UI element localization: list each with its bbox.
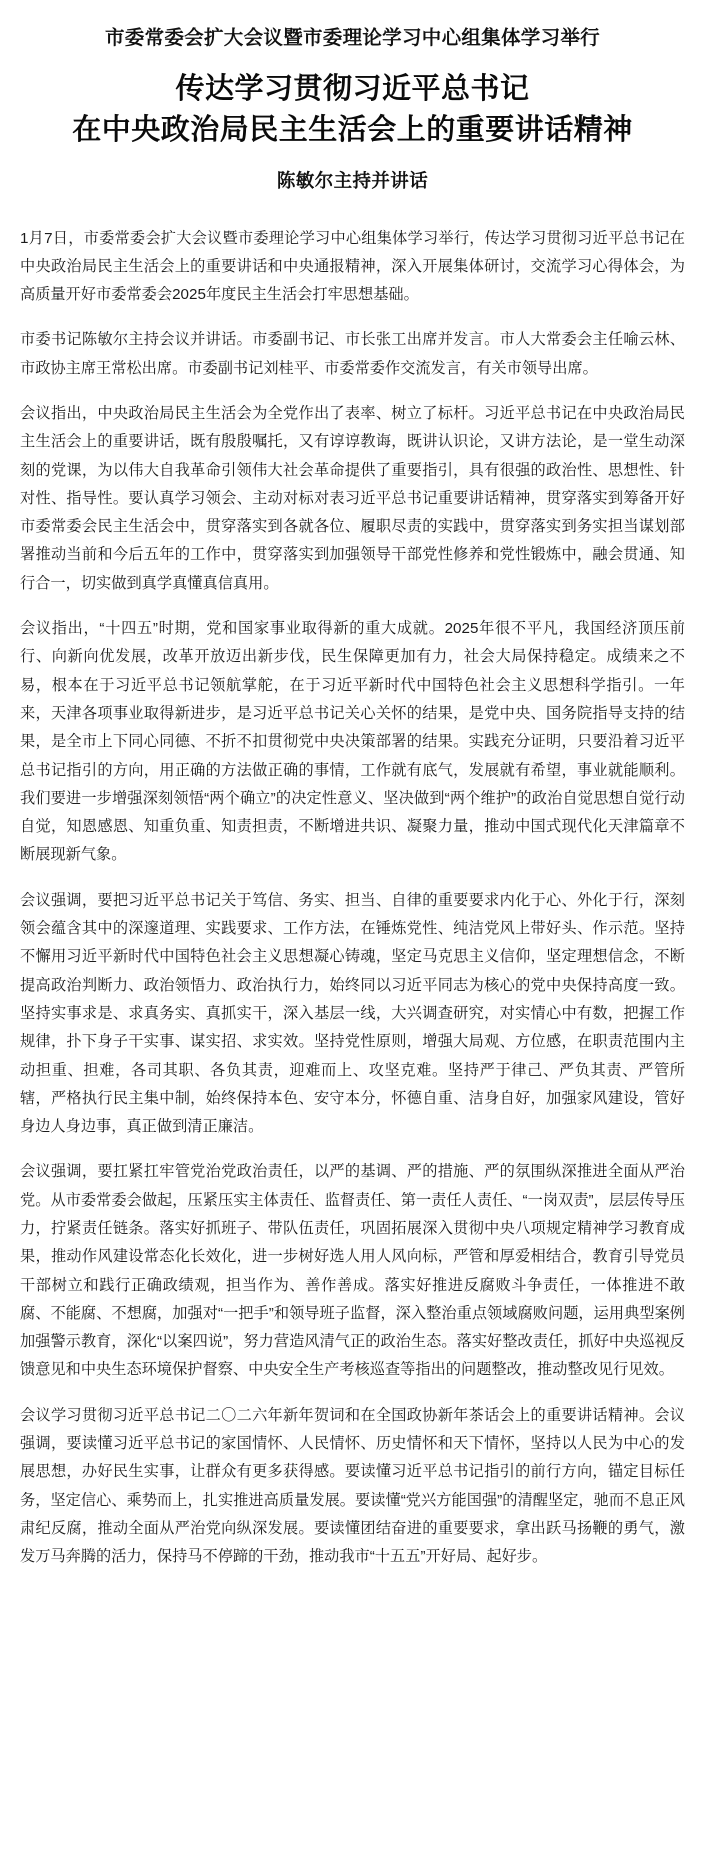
article-paragraph: 会议学习贯彻习近平总书记二〇二六年新年贺词和在全国政协新年茶话会上的重要讲话精神。会议强调，要读懂习近平总书记的家国情怀、人民情怀、历史情怀和天下情怀，坚持以人民为中心的发展思想，办好民生实事，让群众有更多获得感。要读懂习近平总书记指引的前行方向，锚定目标任务，坚定信心、乘势而上，扎实推进高质量发展。要读懂“党兴方能国强”的清醒坚定，驰而不息正风肃纪反腐，推动全面从严治党向纵深发展。要读懂团结奋进的重要要求，拿出跃马扬鞭的勇气，激发万马奔腾的活力，保持马不停蹄的干劲，推动我市“十五五”开好局、起好步。 (20, 1406, 685, 1566)
article-eyebrow-title: 市委常委会扩大会议暨市委理论学习中心组集体学习举行 (104, 26, 600, 49)
article-main-title-line-1: 传达学习贯彻习近平总书记 (175, 71, 530, 106)
article-paragraph: 1月7日，市委常委会扩大会议暨市委理论学习中心组集体学习举行，传达学习贯彻习近平总书记在中央政治局民主生活会上的重要讲话和中央通报精神，深入开展集体研讨，交流学习心得体会，为高质量开好市委常委会2025年度民主生活会打牢思想基础。 (20, 229, 685, 304)
article-subhead: 陈敏尔主持并讲话 (276, 170, 429, 192)
article-body (20, 211, 685, 1572)
article-header (20, 14, 685, 211)
article-paragraph: 会议强调，要扛紧扛牢管党治党政治责任，以严的基调、严的措施、严的氛围纵深推进全面从严治党。从市委常委会做起，压紧压实主体责任、监督责任、第一责任人责任、“一岗双责”，层层传导压力，拧紧责任链条。落实好抓班子、带队伍责任，巩固拓展深入贯彻中央八项规定精神学习教育成果，推动作风建设常态化长效化，进一步树好选人用人风向标，严管和厚爱相结合，教育引导党员干部树立和践行正确政绩观，担当作为、善作善成。落实好推进反腐败斗争责任，一体推进不敢腐、不能腐、不想腐，加强对“一把手”和领导班子监督，深入整治重点领域腐败问题，运用典型案例加强警示教育，深化“以案四说”，努力营造风清气正的政治生态。落实好整改责任，抓好中央巡视反馈意见和中央生态环境保护督察、中央安全生产考核巡查等指出的问题整改，推动整改见行见效。 (20, 1163, 685, 1379)
article-paragraph: 市委书记陈敏尔主持会议并讲话。市委副书记、市长张工出席并发言。市人大常委会主任喻云林、市政协主席王常松出席。市委副书记刘桂平、市委常委作交流发言，有关市领导出席。 (20, 331, 685, 377)
article-main-title-line-2: 在中央政治局民主生活会上的重要讲话精神 (72, 112, 633, 147)
article-main-title (20, 68, 685, 150)
article-paragraph: 会议指出，中央政治局民主生活会为全党作出了表率、树立了标杆。习近平总书记在中央政治局民主生活会上的重要讲话，既有殷殷嘱托，又有谆谆教诲，既讲认识论，又讲方法论，是一堂生动深刻的党课，为以伟大自我革命引领伟大社会革命提供了重要指引，具有很强的政治性、思想性、针对性、指导性。要认真学习领会、主动对标对表习近平总书记重要讲话精神，贯穿落实到筹备开好市委常委会民主生活会中，贯穿落实到各就各位、履职尽责的实践中，贯穿落实到务实担当谋划部署推动当前和今后五年的工作中，贯穿落实到加强领导干部党性修养和党性锻炼中，融会贯通、知行合一，切实做到真学真懂真信真用。 (20, 404, 685, 592)
article-paragraph: 会议强调，要把习近平总书记关于笃信、务实、担当、自律的重要要求内化于心、外化于行，深刻领会蕴含其中的深邃道理、实践要求、工作方法，在锤炼党性、纯洁党风上带好头、作示范。坚持不懈用习近平新时代中国特色社会主义思想凝心铸魂，坚定马克思主义信仰，坚定理想信念，不断提高政治判断力、政治领悟力、政治执行力，始终同以习近平同志为核心的党中央保持高度一致。坚持实事求是、求真务实、真抓实干，深入基层一线，大兴调查研究，对实情心中有数，把握工作规律，扑下身子干实事、谋实招、求实效。坚持党性原则，增强大局观、方位感，在职责范围内主动担重、担难，各司其职、各负其责，迎难而上、攻坚克难。坚持严于律己、严负其责、严管所辖，严格执行民主集中制，始终保持本色、安守本分，怀德自重、洁身自好，加强家风建设，管好身边人身边事，真正做到清正廉洁。 (20, 891, 685, 1136)
article-paragraph: 会议指出，“十四五”时期，党和国家事业取得新的重大成就。2025年很不平凡，我国经济顶压前行、向新向优发展，改革开放迈出新步伐，民生保障更加有力，社会大局保持稳定。成绩来之不易，根本在于习近平总书记领航掌舵，在于习近平新时代中国特色社会主义思想科学指引。一年来，天津各项事业取得新进步，是习近平总书记关心关怀的结果，是党中央、国务院指导支持的结果，是全市上下同心同德、不折不扣贯彻党中央决策部署的结果。实践充分证明，只要沿着习近平总书记指引的方向，用正确的方法做正确的事情，工作就有底气，发展就有希望，事业就能顺利。我们要进一步增强深刻领悟“两个确立”的决定性意义、坚决做到“两个维护”的政治自觉思想自觉行动自觉，知恩感恩、知重负重、知责担责，不断增进共识、凝聚力量，推动中国式现代化天津篇章不断展现新气象。 (20, 620, 685, 864)
